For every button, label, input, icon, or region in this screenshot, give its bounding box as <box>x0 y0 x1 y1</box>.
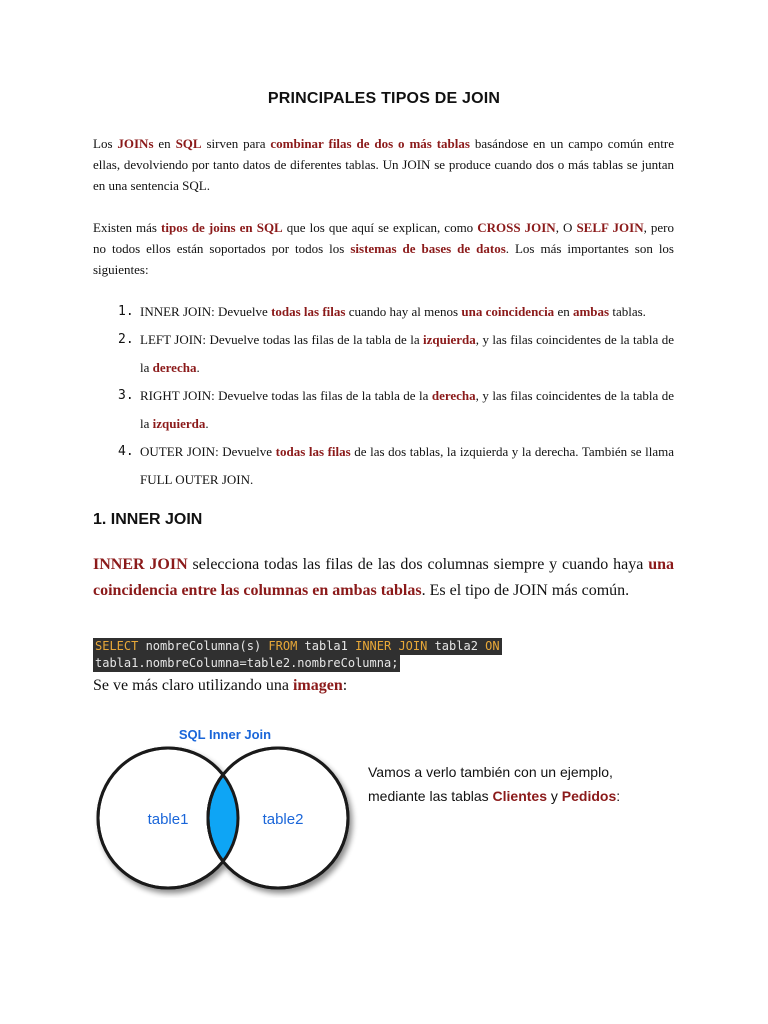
highlight-self-join: SELF JOIN <box>576 220 644 235</box>
code-keyword: FROM <box>268 639 298 653</box>
code-keyword: INNER JOIN <box>355 639 428 653</box>
list-item-text <box>140 438 674 494</box>
text-run: selecciona todas las filas de las dos columnas siempre y cuando haya <box>187 556 649 573</box>
list-item-text <box>140 382 674 438</box>
highlight-pedidos: Pedidos <box>561 788 617 804</box>
code-text: tabla1 <box>297 639 356 653</box>
text-run: INNER JOIN: Devuelve <box>140 304 272 319</box>
list-number: 1. <box>118 304 134 319</box>
highlight-term: todas las filas <box>275 444 351 459</box>
list-item <box>0 298 768 326</box>
list-item <box>0 326 768 382</box>
text-run: en <box>554 304 573 319</box>
inner-join-description <box>93 552 674 604</box>
text-run: Se ve más claro utilizando una <box>93 677 293 694</box>
list-number: 3. <box>118 388 134 403</box>
right-table-label: table2 <box>262 811 304 828</box>
highlight-match-columns: una coincidencia entre las columnas en ambas tablas <box>93 556 674 599</box>
text-run: OUTER JOIN: Devuelve <box>140 444 276 459</box>
text-run: . Es el tipo de JOIN más común. <box>421 582 630 599</box>
text-run: Los <box>93 136 118 151</box>
list-item-text <box>140 326 674 382</box>
highlight-term: todas las filas <box>271 304 346 319</box>
code-text: nombreColumna(s) <box>138 639 269 653</box>
list-item-text <box>140 298 674 326</box>
text-run: : <box>616 788 621 804</box>
join-types-list <box>0 298 768 494</box>
highlight-inner-join: INNER JOIN <box>93 556 188 573</box>
example-text <box>368 760 668 808</box>
highlight-combine-rows: combinar filas de dos o más tablas <box>270 136 470 151</box>
highlight-term: izquierda <box>152 416 206 431</box>
intro-paragraph <box>93 133 674 196</box>
text-run: : <box>342 677 348 694</box>
highlight-joins: JOINs <box>117 136 154 151</box>
text-run: cuando hay al menos <box>345 304 462 319</box>
text-run: sirven para <box>201 136 271 151</box>
text-run: de las dos tablas, la izquierda y la derecha. También se llama FULL OUTER JOIN. <box>140 444 674 487</box>
text-run: , y las filas coincidentes de la tabla de la <box>140 388 675 431</box>
text-run: , y las filas coincidentes de la tabla de la <box>140 332 674 375</box>
text-run: en <box>153 136 176 151</box>
text-run: que los que aquí se explican, como <box>282 220 478 235</box>
list-item <box>0 382 768 438</box>
text-run: . Los más importantes son los siguientes: <box>93 241 674 277</box>
text-run: . <box>205 416 209 431</box>
text-run: , O <box>555 220 577 235</box>
left-table-label: table1 <box>147 811 189 828</box>
highlight-cross-join: CROSS JOIN <box>477 220 556 235</box>
list-item <box>0 438 768 494</box>
highlight-database-systems: sistemas de bases de datos <box>350 241 506 256</box>
code-text: tabla2 <box>427 639 486 653</box>
inner-join-venn-diagram <box>90 718 360 898</box>
text-run: , pero no todos ellos están soportados por todos los <box>93 220 674 256</box>
highlight-term: una coincidencia <box>461 304 555 319</box>
image-intro-text <box>93 675 347 697</box>
highlight-term: derecha <box>152 360 197 375</box>
highlight-sql: SQL <box>175 136 202 151</box>
highlight-clientes: Clientes <box>492 788 547 804</box>
text-run: Existen más <box>93 220 162 235</box>
highlight-image: imagen <box>292 677 343 694</box>
highlight-term: izquierda <box>423 332 476 347</box>
text-run: tablas. <box>609 304 646 319</box>
text-run: Vamos a verlo también con un ejemplo, mediante las tablas <box>368 764 613 804</box>
page-title: PRINCIPALES TIPOS DE JOIN <box>267 90 501 107</box>
sql-code-block <box>93 638 502 672</box>
text-run: LEFT JOIN: Devuelve todas las filas de la tabla de la <box>140 332 424 347</box>
highlight-term: ambas <box>572 304 610 319</box>
highlight-term: derecha <box>431 388 476 403</box>
section-heading: 1. INNER JOIN <box>93 511 203 528</box>
text-run: y <box>547 788 562 804</box>
list-number: 4. <box>118 444 134 459</box>
text-run: basándose en un campo común entre ellas, devolviendo por tanto datos de diferentes tablas. Un JOIN se produce cuando dos o más tablas se juntan en una sentencia SQL. <box>93 136 674 193</box>
highlight-join-types: tipos de joins en SQL <box>161 220 283 235</box>
types-paragraph <box>93 217 674 280</box>
code-keyword: ON <box>485 639 500 653</box>
code-line-2: tabla1.nombreColumna=table2.nombreColumna; <box>95 656 399 670</box>
list-number: 2. <box>118 332 134 347</box>
code-keyword: SELECT <box>95 639 139 653</box>
text-run: . <box>196 360 200 375</box>
code-line-1 <box>93 638 502 655</box>
diagram-title: SQL Inner Join <box>178 727 272 742</box>
text-run: RIGHT JOIN: Devuelve todas las filas de la tabla de la <box>140 388 432 403</box>
